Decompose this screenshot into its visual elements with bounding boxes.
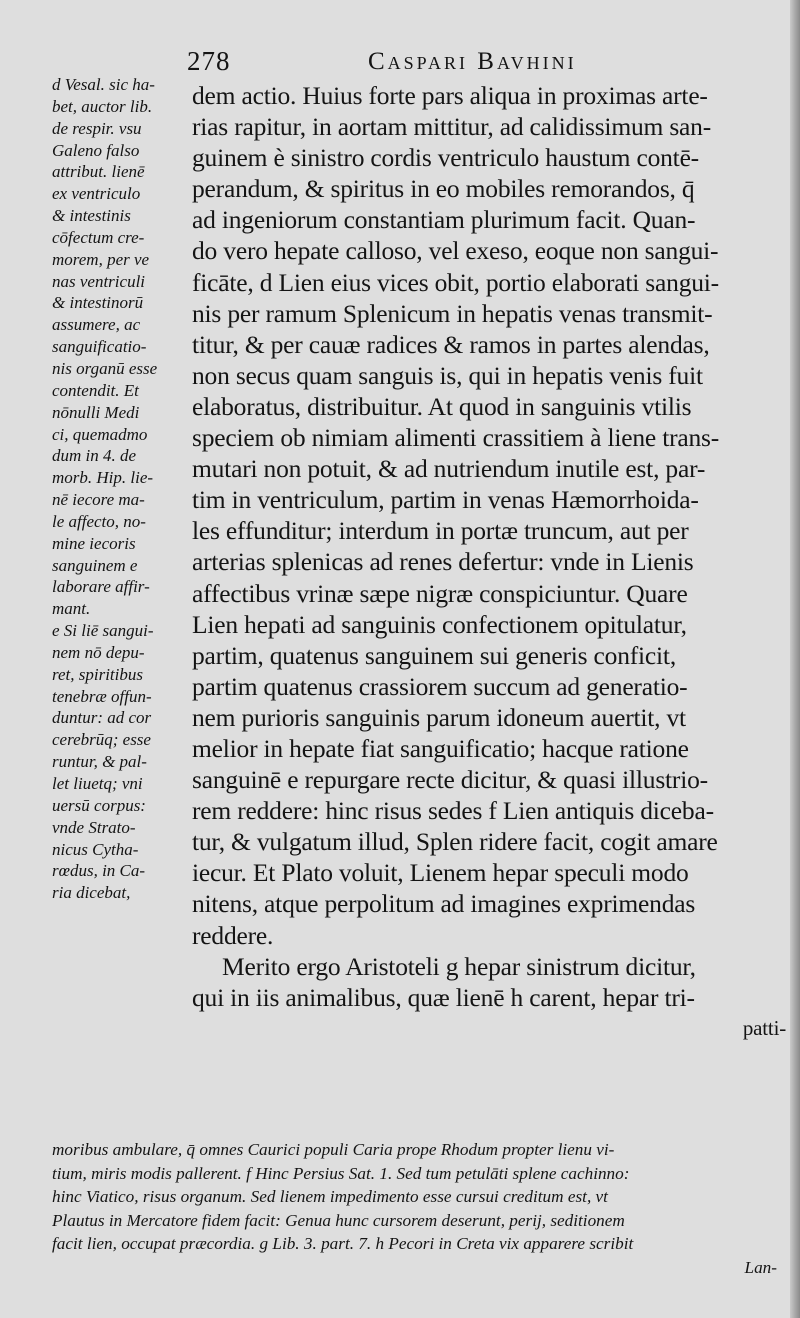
text-line: qui in iis animalibus, quæ lienē h carent, hepar tri- bbox=[192, 982, 695, 1012]
text-line: titur, & per cauæ radices & ramos in partes alendas, bbox=[192, 329, 710, 359]
text-line: tur, & vulgatum illud, Splen ridere facit, cogit amare bbox=[192, 827, 718, 857]
margin-note-line: mine iecoris bbox=[52, 533, 136, 553]
margin-note-line: duntur: ad cor bbox=[52, 708, 152, 728]
margin-note-line: tenebræ offun- bbox=[52, 686, 152, 706]
text-line-paragraph-start: Merito ergo Aristoteli g hepar sinistrum dicitur, bbox=[222, 951, 696, 981]
footnote-line: Plautus in Mercatore fidem facit: Genua hunc cursorem deserunt, perij, seditionem bbox=[52, 1210, 625, 1230]
margin-note-line: cerebrūq; esse bbox=[52, 730, 151, 750]
text-line: reddere. bbox=[192, 920, 274, 950]
margin-note-line: nōnulli Medi bbox=[52, 402, 140, 422]
text-line: nis per ramum Splenicum in hepatis venas transmit- bbox=[192, 298, 713, 328]
text-line: speciem ob nimiam alimenti crassitiem à liene trans- bbox=[192, 423, 720, 453]
margin-note-line: sanguificatio- bbox=[52, 337, 147, 357]
margin-note-line: d Vesal. sic ha- bbox=[52, 75, 155, 94]
margin-note-line: e Si liē sangui- bbox=[52, 621, 154, 641]
text-line: partim quatenus crassiorem succum ad generatio- bbox=[192, 671, 688, 701]
text-line: nitens, atque perpolitum ad imagines exprimendas bbox=[192, 889, 696, 919]
margin-note-line: morb. Hip. lie- bbox=[52, 468, 154, 488]
footnote-catchword: Lan- bbox=[744, 1257, 777, 1277]
text-line: partim, quatenus sanguinem sui generis conficit, bbox=[192, 640, 676, 670]
text-line: mutari non potuit, & ad nutriendum inutile est, par- bbox=[192, 454, 706, 484]
margin-note-line: ret, spiritibus bbox=[52, 664, 143, 684]
margin-note-line: Galeno falso bbox=[52, 140, 140, 160]
text-line: les effunditur; interdum in portæ truncum, aut per bbox=[192, 516, 689, 546]
text-line: ad ingeniorum constantiam plurimum facit. Quan- bbox=[192, 205, 696, 235]
margin-note-line: cōfectum cre- bbox=[52, 227, 145, 247]
footnote-line: facit lien, occupat præcordia. g Lib. 3. part. 7. h Pecori in Creta vix apparere scribit bbox=[52, 1234, 634, 1253]
margin-notes bbox=[52, 74, 192, 904]
catchword: patti- bbox=[742, 1015, 786, 1040]
margin-note-line: mant. bbox=[52, 599, 91, 619]
text-line: rias rapitur, in aortam mittitur, ad calidissimum san- bbox=[192, 112, 711, 142]
margin-note-line: & intestinorū bbox=[52, 293, 144, 313]
margin-note-line: nis organū esse bbox=[52, 358, 158, 378]
margin-note-line: & intestinis bbox=[52, 206, 131, 226]
margin-note-line: nas ventriculi bbox=[52, 271, 146, 291]
text-line: melior in hepate fiat sanguificatio; hacque ratione bbox=[192, 733, 689, 763]
footnote-line: moribus ambulare, q̄ omnes Caurici populi Caria prope Rhodum propter lienu vi- bbox=[52, 1140, 615, 1159]
footnotes-block bbox=[52, 1138, 787, 1279]
margin-note-line: runtur, & pal- bbox=[52, 752, 147, 772]
text-line: tim in ventriculum, partim in venas Hæmorrhoida- bbox=[192, 485, 699, 515]
text-line: rem reddere: hinc risus sedes f Lien antiquis diceba- bbox=[192, 796, 714, 826]
footnote-line: hinc Viatico, risus organum. Sed lienem impedimento esse cursui creditum est, vt bbox=[52, 1187, 608, 1206]
margin-note-line: nē iecore ma- bbox=[52, 490, 145, 510]
text-line: non secus quam sanguis is, qui in hepatis venis fuit bbox=[192, 360, 703, 390]
text-line: elaboratus, distribuitur. At quod in sanguinis vtilis bbox=[192, 391, 692, 421]
text-line: arterias splenicas ad renes defertur: vnde in Lienis bbox=[192, 547, 694, 577]
text-line: Lien hepati ad sanguinis confectionem opitulatur, bbox=[192, 609, 687, 639]
margin-note-line: ci, quemadmo bbox=[52, 424, 148, 444]
text-line: dem actio. Huius forte pars aliqua in proximas arte- bbox=[192, 81, 708, 110]
text-line: ficāte, d Lien eius vices obit, portio elaborati sangui- bbox=[192, 267, 719, 297]
margin-note-line: attribut. lienē bbox=[52, 162, 145, 182]
margin-note-line: rœdus, in Ca- bbox=[52, 861, 146, 881]
margin-note-line: let liuetq; vni bbox=[52, 774, 143, 793]
margin-note-line: nem nō depu- bbox=[52, 642, 145, 662]
text-line: affectibus vrinæ sæpe nigræ conspiciuntur. Quare bbox=[192, 578, 688, 608]
margin-note-line: le affecto, no- bbox=[52, 511, 146, 531]
footnote-line: tium, miris modis pallerent. f Hinc Persius Sat. 1. Sed tum petulāti splene cachinno: bbox=[52, 1163, 630, 1183]
margin-note-line: assumere, ac bbox=[52, 315, 141, 335]
margin-note-line: bet, auctor lib. bbox=[52, 96, 153, 116]
text-line: sanguinē e repurgare recte dicitur, & quasi illustrio- bbox=[192, 765, 708, 795]
margin-note-line: contendit. Et bbox=[52, 380, 139, 400]
margin-note-line: nicus Cytha- bbox=[52, 839, 139, 859]
text-line: perandum, & spiritus in eo mobiles remorandos, q̄ bbox=[192, 174, 695, 204]
main-text-block bbox=[192, 80, 792, 1044]
margin-note-line: morem, per ve bbox=[52, 249, 150, 269]
text-line: do vero hepate calloso, vel exeso, eoque non sangui- bbox=[192, 236, 719, 266]
text-line: guinem è sinistro cordis ventriculo haustum contē- bbox=[192, 143, 699, 173]
margin-note-line: uersū corpus: bbox=[52, 795, 146, 815]
text-line: nem purioris sanguinis parum idoneum auertit, vt bbox=[192, 702, 686, 732]
running-title: Caspari Bavhini bbox=[368, 48, 577, 75]
margin-note-line: ex ventriculo bbox=[52, 184, 141, 204]
margin-note-line: vnde Strato- bbox=[52, 817, 136, 837]
text-line: iecur. Et Plato voluit, Lienem hepar speculi modo bbox=[192, 858, 689, 888]
margin-note-line: sanguinem e bbox=[52, 555, 138, 575]
margin-note-line: ria dicebat, bbox=[52, 883, 131, 903]
page-number: 278 bbox=[187, 46, 231, 76]
margin-note-line: laborare affir- bbox=[52, 577, 150, 597]
margin-note-line: de respir. vsu bbox=[52, 118, 142, 138]
margin-note-line: dum in 4. de bbox=[52, 446, 137, 466]
